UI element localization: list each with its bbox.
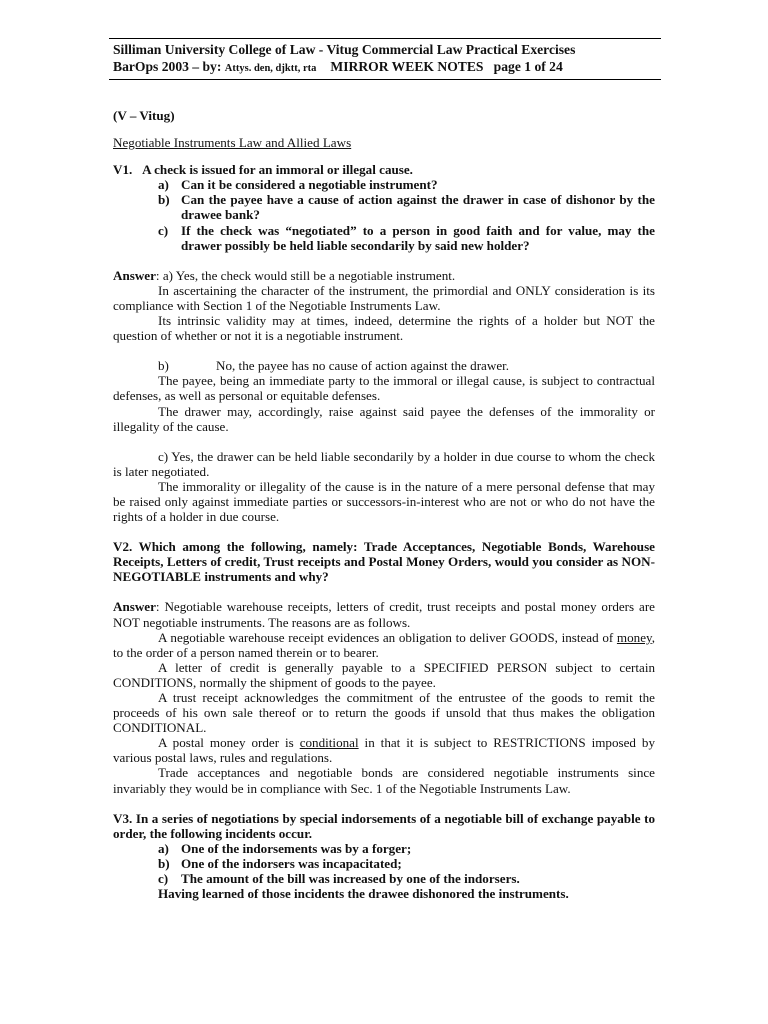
section-tag: (V – Vitug) [113, 108, 175, 123]
v1-question-text: A check is issued for an immoral or illegal cause. [142, 162, 413, 178]
v2-para-letter-of-credit: A letter of credit is generally payable to a SPECIFIED PERSON subject to certain CONDITIONS, normally the shipment of goods to the payee. [113, 659, 655, 690]
header-page-number: page 1 of 24 [493, 59, 563, 74]
v1-answer-b: b) No, the payee has no cause of action against the drawer. [158, 358, 510, 374]
header-line-1: Silliman University College of Law - Vitug Commercial Law Practical Exercises [113, 42, 576, 57]
v2-answer: Answer: Negotiable warehouse receipts, letters of credit, trust receipts and postal money orders are NOT negotiable instruments. The reasons are as follows. [113, 599, 655, 630]
v1-question [113, 162, 655, 177]
v1-answer-a-para-1: In ascertaining the character of the instrument, the primordial and ONLY consideration is its compliance with Section 1 of the Negotiable Instruments Law. [113, 282, 655, 313]
v1-label: V1. [113, 162, 133, 178]
v1-answer-b-para-2: The drawer may, accordingly, raise against said payee the defenses of the immorality or illegality of the cause. [113, 403, 655, 434]
v2-para-postal-money-order: A postal money order is conditional in that it is subject to RESTRICTIONS imposed by various postal laws, rules and regulations. [113, 735, 656, 766]
v1-answer-a: Answer: a) Yes, the check would still be a negotiable instrument. [113, 267, 456, 283]
v1-answer-c-para-1: The immorality or illegality of the cause is in the nature of a mere personal defense that may be raised only against immediate parties or successors-in-interest who are not or who do not have the rights of a holder in due course. [113, 478, 655, 525]
v3-question: V3. In a series of negotiations by special indorsements of a negotiable bill of exchange payable to order, the following incidents occur. [113, 810, 655, 841]
header-authors: Attys. den, djktt, rta [224, 63, 317, 74]
page-header [109, 38, 661, 80]
v2-para-warehouse: A negotiable warehouse receipt evidences an obligation to deliver GOODS, instead of money, to the order of a person named therein or to bearer. [113, 629, 655, 660]
answer-label: Answer [113, 267, 156, 283]
v1-sub-a: a) Can it be considered a negotiable instrument? [158, 177, 438, 193]
v3-closing: Having learned of those incidents the drawee dishonored the instruments. [158, 886, 569, 902]
v1-answer-b-para-1: The payee, being an immediate party to the immoral or illegal cause, is subject to contractual defenses, as well as personal or equitable defenses. [113, 373, 655, 404]
v3-sub-a: a) One of the indorsements was by a forger; [158, 840, 412, 856]
v2-para-trade-acceptances: Trade acceptances and negotiable bonds are considered negotiable instruments since invariably they would be in compliance with Sec. 1 of the Negotiable Instruments Law. [113, 765, 655, 796]
document-body [113, 108, 655, 901]
v1-answer-c: c) Yes, the drawer can be held liable secondarily by a holder in due course to whom the check is later negotiated. [113, 448, 655, 479]
answer-label: Answer [113, 599, 156, 615]
v2-question: V2. Which among the following, namely: Trade Acceptances, Negotiable Bonds, Warehouse Receipts, Letters of credit, Trust receipts and Postal Money Orders, would you consider as NON-NEGOTIABLE instruments and why? [113, 539, 655, 585]
header-line-2 [113, 58, 661, 77]
v3-sub-b: b) One of the indorsers was incapacitated; [158, 855, 402, 871]
v1-sub-b: b) Can the payee have a cause of action against the drawer in case of dishonor by the drawee bank? [158, 192, 655, 223]
v3-sub-c: c) The amount of the bill was increased by one of the indorsers. [158, 871, 520, 887]
v1-sub-c: c) If the check was “negotiated” to a person in good faith and for value, may the drawer possibly be held liable secondarily by said new holder? [158, 222, 655, 253]
header-notes-title: MIRROR WEEK NOTES [330, 59, 484, 74]
v2-para-trust-receipt: A trust receipt acknowledges the commitment of the entrustee of the goods to remit the proceeds of his own sale thereof or to return the goods if unsold that thus makes the obligation CONDITIONAL. [113, 690, 655, 736]
section-title: Negotiable Instruments Law and Allied Laws [113, 135, 352, 151]
v1-answer-a-para-2: Its intrinsic validity may at times, indeed, determine the rights of a holder but NOT the question of whether or not it is a negotiable instrument. [113, 313, 655, 344]
header-title-block [330, 59, 562, 74]
header-batch: BarOps 2003 – by: [113, 59, 225, 74]
